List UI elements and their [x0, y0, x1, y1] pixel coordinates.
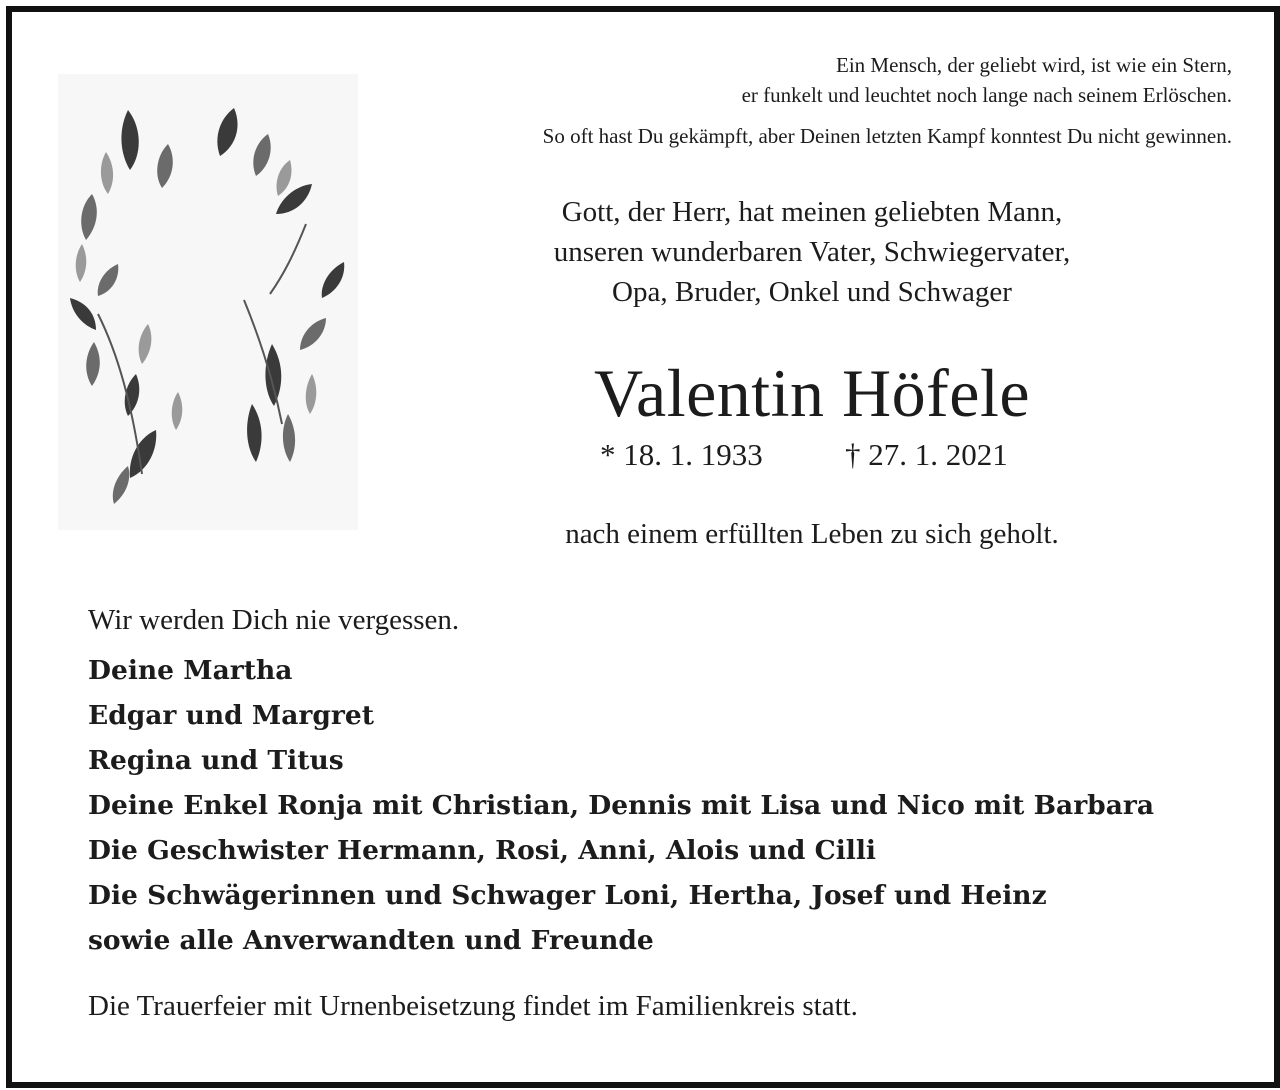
mourner-line: Die Geschwister Hermann, Rosi, Anni, Alois und Cilli: [88, 835, 876, 866]
deceased-name: Valentin Höfele: [593, 355, 1031, 431]
intro-line-1: Gott, der Herr, hat meinen geliebten Mann,: [561, 196, 1063, 228]
death-date: † 27. 1. 2021: [845, 437, 1008, 472]
mourner-line: Deine Enkel Ronja mit Christian, Dennis mit Lisa und Nico mit Barbara: [88, 790, 1154, 821]
never-forget-text: Wir werden Dich nie vergessen.: [88, 604, 460, 636]
ceremony-text: Die Trauerfeier mit Urnenbeisetzung findet im Familienkreis statt.: [88, 990, 858, 1022]
mourner-line: Die Schwägerinnen und Schwager Loni, Hertha, Josef und Heinz: [88, 880, 1047, 911]
mourner-line: Regina und Titus: [88, 745, 344, 776]
mourner-line: Deine Martha: [88, 655, 293, 686]
mourner-line: sowie alle Anverwandten und Freunde: [88, 925, 654, 956]
intro-text: [452, 192, 1172, 312]
birth-date: * 18. 1. 1933: [600, 437, 763, 472]
intro-line-3: Opa, Bruder, Onkel und Schwager: [612, 276, 1012, 308]
after-text: nach einem erfüllten Leben zu sich geholt.: [565, 518, 1059, 550]
quote-line-2: er funkelt und leuchtet noch lange nach seinem Erlöschen.: [741, 83, 1232, 107]
mourners-list: [88, 648, 1154, 963]
quote-line-3: So oft hast Du gekämpft, aber Deinen letzten Kampf konntest Du nicht gewinnen.: [542, 124, 1232, 148]
quote-block: [742, 50, 1232, 110]
quote-line-1: Ein Mensch, der geliebt wird, ist wie ein Stern,: [836, 53, 1232, 77]
intro-line-2: unseren wunderbaren Vater, Schwiegervater,: [553, 236, 1071, 268]
mourner-line: Edgar und Margret: [88, 700, 374, 731]
cross-with-leaves-icon: [58, 74, 358, 530]
